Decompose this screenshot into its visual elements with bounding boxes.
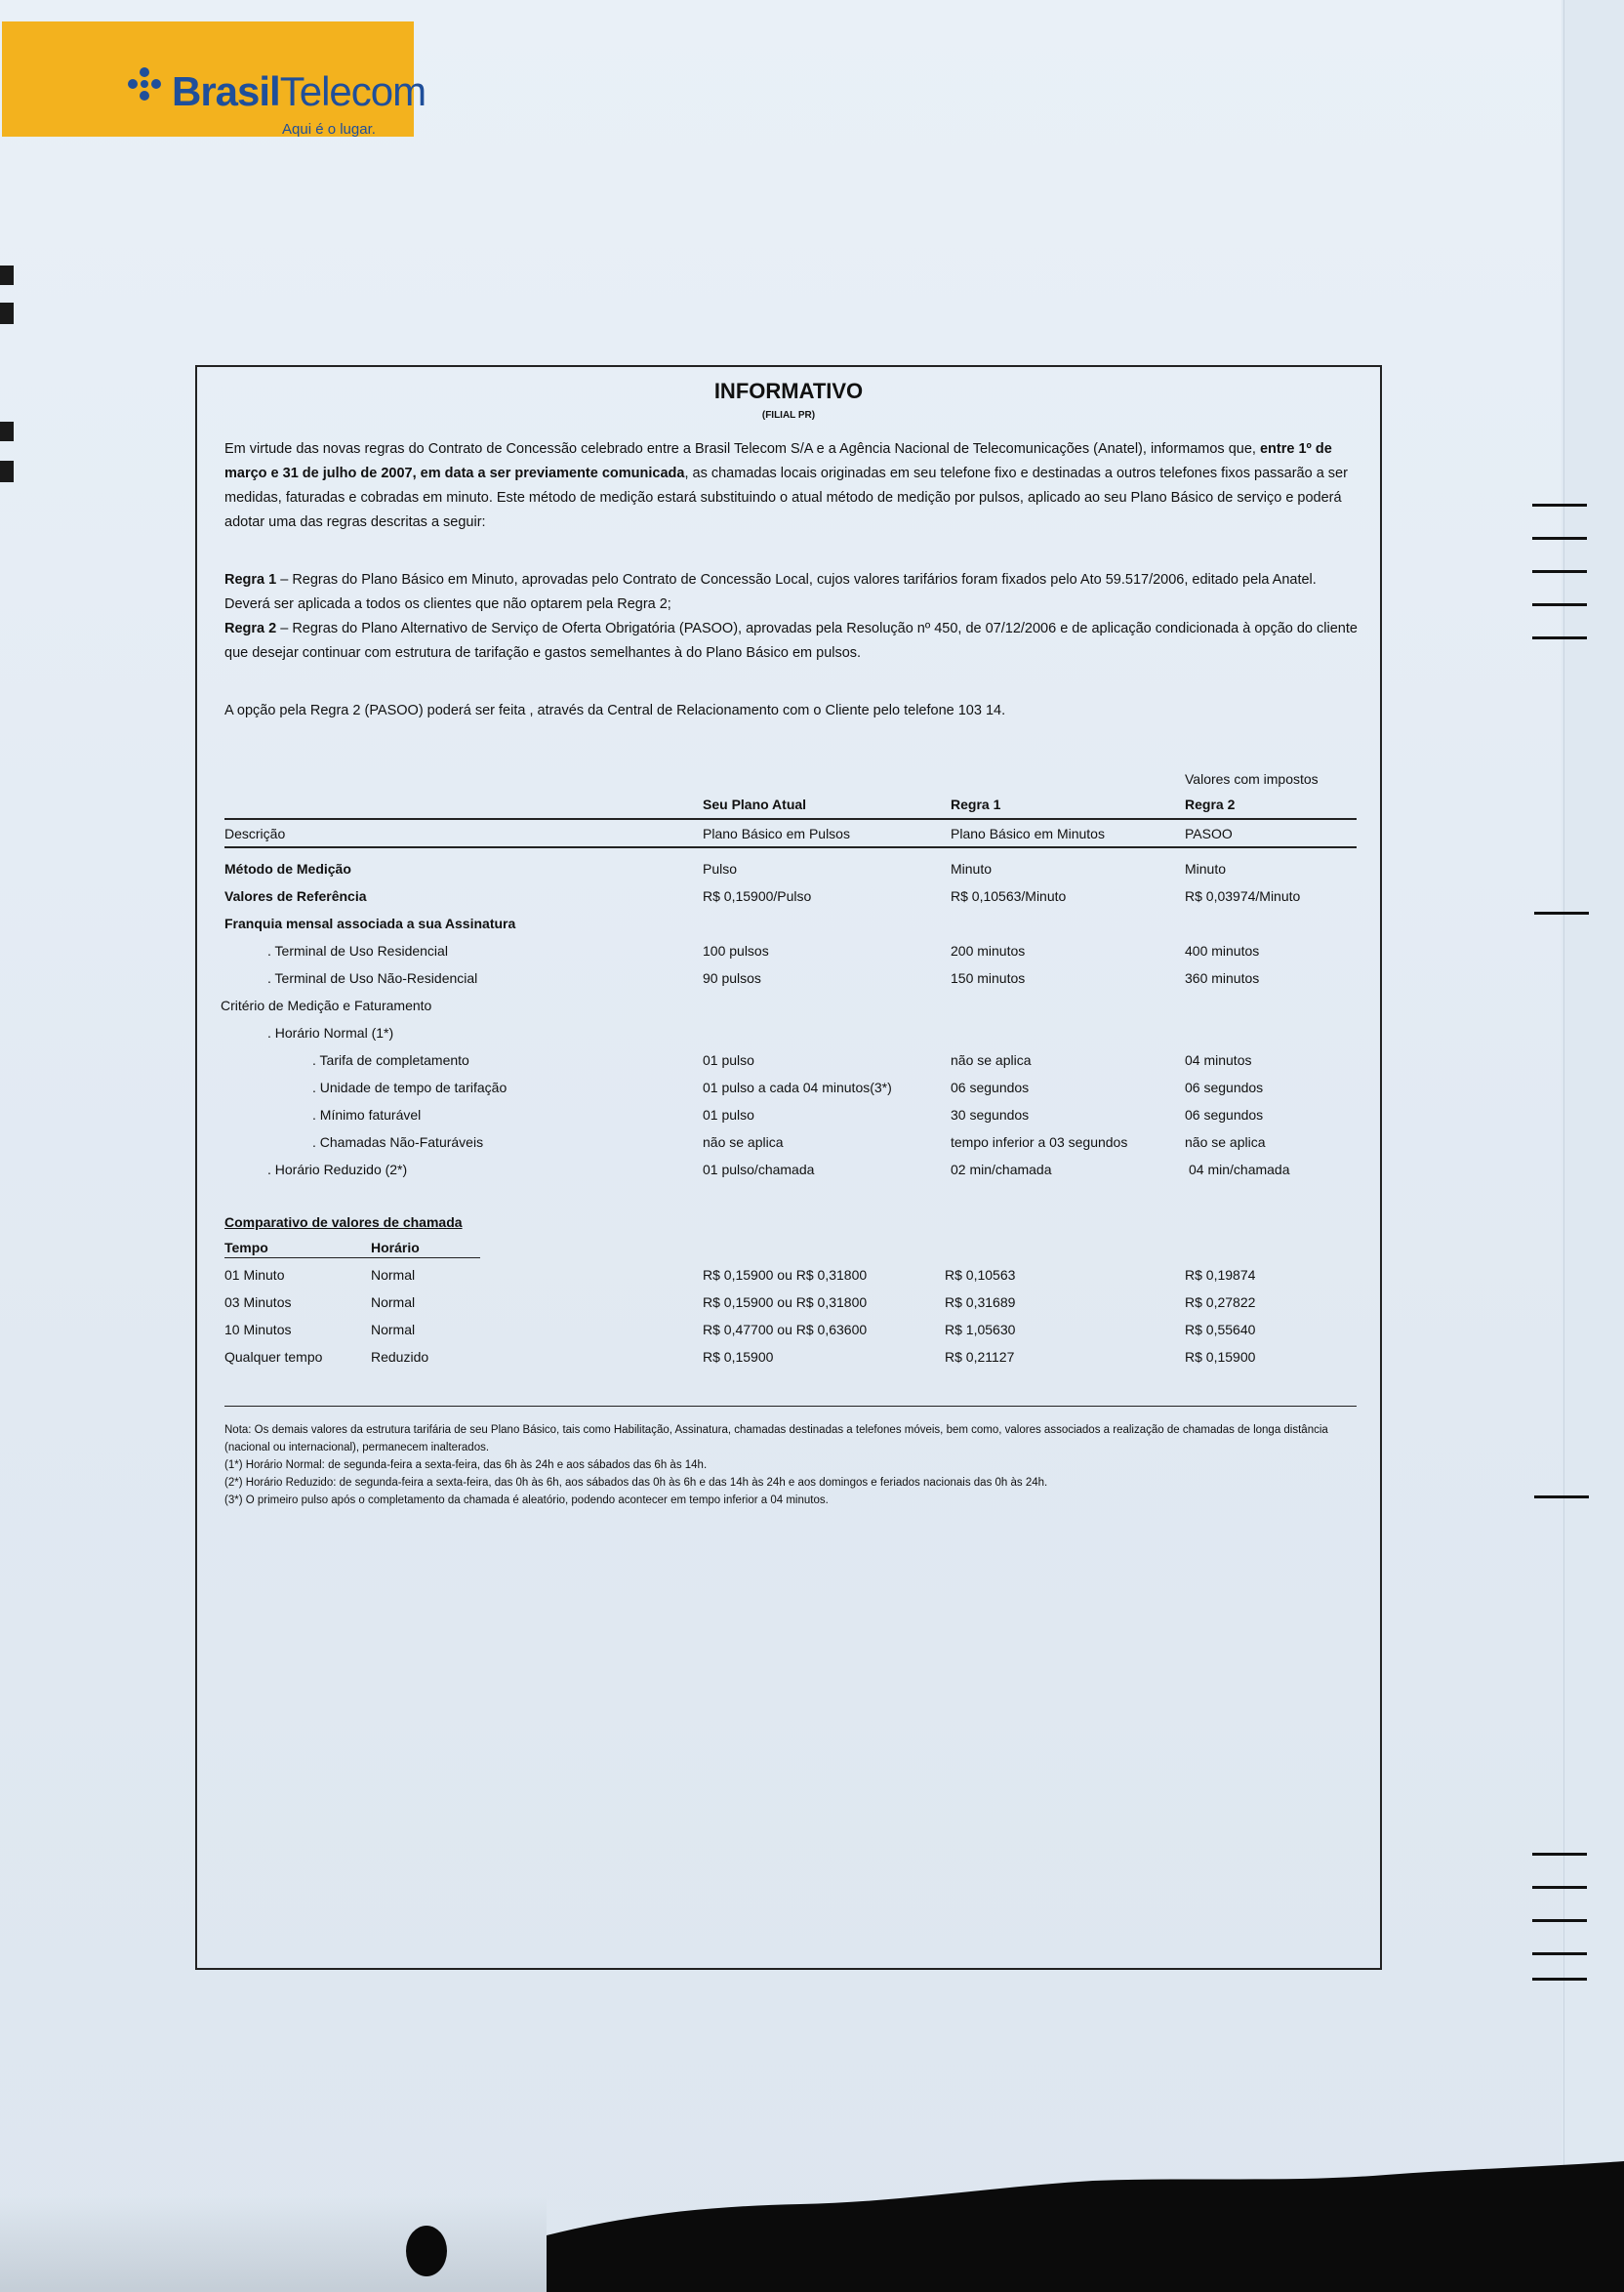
rules-paragraph: Regra 1 – Regras do Plano Básico em Minuto, aprovadas pelo Contrato de Concessão Local, cujos valores tarifários foram fixados pelo Ato 59.517/2006, editado pela Anatel. Deverá ser aplicada a todos os clientes que não optarem pela Regra 2; Regra 2 – Regras do Plano Alternativo de Serviço de Oferta Obrigatória (PASOO), aprovadas pela Resolução nº 450, de 07/12/2006 e de aplicação condicionada à opção do cliente que desejar continuar com estrutura de tarifação e gastos semelhantes à do Plano Básico em pulsos. xyxy=(224,572,1358,661)
table-cell: 04 minutos xyxy=(1185,1052,1252,1068)
margin-tick xyxy=(1532,636,1587,639)
table-cell: R$ 0,15900/Pulso xyxy=(703,888,812,904)
comparison-head-time: Tempo xyxy=(224,1240,268,1255)
right-margin-strip xyxy=(1562,0,1624,2292)
comparison-cell: R$ 0,27822 xyxy=(1185,1294,1256,1310)
scan-edge-mark xyxy=(0,461,14,482)
comparison-cell: R$ 0,55640 xyxy=(1185,1322,1256,1337)
margin-tick xyxy=(1534,1495,1589,1498)
logo-tagline: Aqui é o lugar. xyxy=(282,121,376,138)
table-cell: R$ 0,03974/Minuto xyxy=(1185,888,1301,904)
footnote-2: (2*) Horário Reduzido: de segunda-feira a sexta-feira, das 0h às 6h, aos sábados das 0h às 6h e das 14h às 24h e aos domingos e feriados nacionais das 0h às 24h. xyxy=(224,1477,1048,1489)
sub-head-rule-2: PASOO xyxy=(1185,826,1233,841)
table-cell: 01 pulso xyxy=(703,1107,754,1123)
table-cell: 01 pulso/chamada xyxy=(703,1162,815,1177)
scan-blot xyxy=(406,2226,447,2276)
footnote-3: (3*) O primeiro pulso após o completamento da chamada é aleatório, podendo acontecer em tempo inferior a 04 minutos. xyxy=(224,1494,829,1506)
comparison-cell: R$ 0,15900 ou R$ 0,31800 xyxy=(703,1267,868,1283)
margin-tick xyxy=(1532,603,1587,606)
table-row-label: Critério de Medição e Faturamento xyxy=(221,998,432,1013)
table-cell: 01 pulso xyxy=(703,1052,754,1068)
document-title: INFORMATIVO xyxy=(713,379,864,403)
informativo-box xyxy=(195,365,1382,1970)
sub-head-current-plan: Plano Básico em Pulsos xyxy=(703,826,850,841)
table-cell: 400 minutos xyxy=(1185,943,1260,959)
brasil-telecom-symbol-icon xyxy=(125,64,164,103)
comparison-cell: Normal xyxy=(371,1267,416,1283)
table-cell: 06 segundos xyxy=(1185,1107,1264,1123)
comparison-cell: R$ 0,15900 xyxy=(1185,1349,1256,1365)
margin-tick xyxy=(1532,1886,1587,1889)
margin-tick xyxy=(1532,504,1587,507)
table-row-label: . Horário Normal (1*) xyxy=(267,1025,394,1041)
margin-tick xyxy=(1534,912,1589,915)
col-head-rule-1: Regra 1 xyxy=(951,797,1001,812)
comparison-cell: 03 Minutos xyxy=(224,1294,292,1310)
table-row-label: . Mínimo faturável xyxy=(312,1107,422,1123)
table-row-label: Método de Medição xyxy=(224,861,351,877)
table-row-label: Franquia mensal associada a sua Assinatura xyxy=(224,916,516,931)
scan-edge-mark xyxy=(0,266,14,285)
notes-rule xyxy=(224,1406,1357,1407)
scan-shadow xyxy=(0,2196,547,2292)
comparison-cell: Normal xyxy=(371,1294,416,1310)
table-cell: 90 pulsos xyxy=(703,970,761,986)
table-cell: Minuto xyxy=(1185,861,1227,877)
comparison-head-rule xyxy=(224,1257,480,1258)
table-row-label: . Terminal de Uso Residencial xyxy=(267,943,448,959)
table-cell: 04 min/chamada xyxy=(1189,1162,1290,1177)
tax-note: Valores com impostos xyxy=(1185,771,1319,787)
margin-tick xyxy=(1532,1853,1587,1856)
brasil-telecom-logo xyxy=(2,21,426,138)
margin-tick xyxy=(1532,570,1587,573)
table-cell: não se aplica xyxy=(703,1134,784,1150)
table-cell: Pulso xyxy=(703,861,738,877)
document-subtitle: (FILIAL PR) xyxy=(761,410,816,421)
margin-tick xyxy=(1532,1978,1587,1981)
comparison-cell: 01 Minuto xyxy=(224,1267,285,1283)
table-header-rule xyxy=(224,818,1357,820)
comparison-title: Comparativo de valores de chamada xyxy=(224,1214,463,1230)
sub-head-rule-1: Plano Básico em Minutos xyxy=(951,826,1105,841)
comparison-cell: R$ 0,47700 ou R$ 0,63600 xyxy=(703,1322,868,1337)
comparison-cell: Qualquer tempo xyxy=(224,1349,323,1365)
table-cell: não se aplica xyxy=(1185,1134,1266,1150)
comparison-cell: R$ 1,05630 xyxy=(945,1322,1016,1337)
table-row-label: . Horário Reduzido (2*) xyxy=(267,1162,408,1177)
table-cell: Minuto xyxy=(951,861,993,877)
table-row-label: . Terminal de Uso Não-Residencial xyxy=(267,970,478,986)
table-cell: 150 minutos xyxy=(951,970,1026,986)
table-subheader-rule xyxy=(224,846,1357,848)
table-cell: 02 min/chamada xyxy=(951,1162,1052,1177)
scan-edge-mark xyxy=(0,422,14,441)
comparison-cell: Normal xyxy=(371,1322,416,1337)
comparison-cell: R$ 0,31689 xyxy=(945,1294,1016,1310)
table-row-label: . Tarifa de completamento xyxy=(312,1052,469,1068)
comparison-cell: R$ 0,15900 xyxy=(703,1349,774,1365)
footnote-1: (1*) Horário Normal: de segunda-feira a sexta-feira, das 6h às 24h e aos sábados das 6h às 14h. xyxy=(224,1459,708,1471)
footnote-general: Nota: Os demais valores da estrutura tarifária de seu Plano Básico, tais como Habilitação, Assinatura, chamadas destinadas a telefones móveis, bem como, valores associados a realização de chamadas de longa distância (nacional ou internacional), permanecem inalterados. xyxy=(224,1424,1328,1453)
comparison-cell: R$ 0,15900 ou R$ 0,31800 xyxy=(703,1294,868,1310)
option-paragraph: A opção pela Regra 2 (PASOO) poderá ser feita , através da Central de Relacionamento com o Cliente pelo telefone 103 14. xyxy=(224,703,1006,718)
table-cell: 30 segundos xyxy=(951,1107,1030,1123)
margin-tick xyxy=(1532,537,1587,540)
table-row-label: . Chamadas Não-Faturáveis xyxy=(312,1134,484,1150)
intro-paragraph: Em virtude das novas regras do Contrato de Concessão celebrado entre a Brasil Telecom S/A e a Agência Nacional de Telecomunicações (Anatel), informamos que, entre 1º de março e 31 de julho de 2007, em data a ser previamente comunicada, as chamadas locais originadas em seu telefone fixo e destinadas a outros telefones fixos passarão a ser medidas, faturadas e cobradas em minuto. Este método de medição estará substituindo o atual método de medição por pulsos, aplicado ao seu Plano Básico de serviço e poderá adotar uma das regras descritas a seguir: xyxy=(224,441,1348,530)
scan-dark-smear xyxy=(547,2148,1624,2292)
logo-wordmark: BrasilTelecom xyxy=(172,68,426,114)
col-head-current-plan: Seu Plano Atual xyxy=(703,797,807,812)
comparison-cell: R$ 0,10563 xyxy=(945,1267,1016,1283)
table-cell: 100 pulsos xyxy=(703,943,769,959)
table-cell: 01 pulso a cada 04 minutos(3*) xyxy=(703,1080,892,1095)
rule-1-label: Regra 1 xyxy=(224,572,277,588)
scan-edge-mark xyxy=(0,303,14,324)
table-cell: tempo inferior a 03 segundos xyxy=(951,1134,1128,1150)
comparison-cell: Reduzido xyxy=(371,1349,429,1365)
table-row-label: . Unidade de tempo de tarifação xyxy=(312,1080,508,1095)
comparison-cell: 10 Minutos xyxy=(224,1322,292,1337)
table-cell: 200 minutos xyxy=(951,943,1026,959)
table-cell: 06 segundos xyxy=(951,1080,1030,1095)
table-cell: não se aplica xyxy=(951,1052,1032,1068)
comparison-cell: R$ 0,21127 xyxy=(945,1349,1015,1365)
table-cell: 06 segundos xyxy=(1185,1080,1264,1095)
fold-line xyxy=(1563,0,1564,2292)
table-cell: 360 minutos xyxy=(1185,970,1260,986)
comparison-head-period: Horário xyxy=(371,1240,420,1255)
table-row-label: Valores de Referência xyxy=(224,888,367,904)
margin-tick xyxy=(1532,1952,1587,1955)
table-cell: R$ 0,10563/Minuto xyxy=(951,888,1067,904)
sub-head-description: Descrição xyxy=(224,826,286,841)
comparison-cell: R$ 0,19874 xyxy=(1185,1267,1256,1283)
margin-tick xyxy=(1532,1919,1587,1922)
footnotes xyxy=(224,1421,1366,1509)
rule-2-label: Regra 2 xyxy=(224,621,277,636)
col-head-rule-2: Regra 2 xyxy=(1185,797,1236,812)
